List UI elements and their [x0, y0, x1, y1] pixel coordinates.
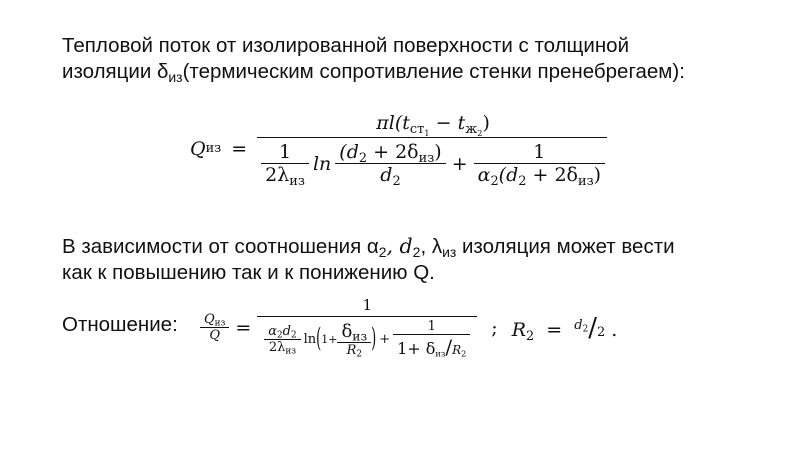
ratio-t2-fraction [393, 319, 470, 359]
formula1-num-sub2 [465, 122, 482, 137]
ratio-rhs-fraction [257, 296, 477, 359]
ratio-t1-num-sub: 2 [277, 330, 283, 341]
ratio-inner-fraction [337, 321, 371, 358]
ratio-t2-den-slash: / [445, 335, 453, 359]
ratio-t1-num-alpha: α [268, 323, 278, 339]
ratio-t1-fraction [264, 324, 300, 355]
ratio-t1-num-d: d [282, 323, 291, 339]
r2-sub: 2 [526, 328, 535, 344]
r2-num-d: d [574, 318, 583, 333]
formula1-num-a: πl(t [376, 112, 410, 134]
formula1-den-c-den-rest: (d [498, 164, 519, 186]
formula1-den-frac-a [261, 141, 309, 189]
formula1-den-b-num-rest: + 2δ [367, 141, 419, 163]
middle-line-2: как к повышению так и к понижению Q. [62, 261, 435, 284]
r2-definition [512, 313, 618, 343]
ratio-lhs-den-text: Q [209, 328, 221, 343]
ratio-one-plus: 1+ [321, 332, 338, 346]
ratio-t1-den [265, 340, 300, 355]
r2-symbol: R [511, 318, 527, 341]
r2-num-sub: 2 [582, 324, 589, 335]
ratio-inner-num [337, 321, 371, 342]
formula1-den-b-num-sub2: из [418, 150, 435, 166]
formula1-lhs: Q [190, 138, 206, 160]
ratio-rhs-den [260, 317, 474, 359]
intro-line-2-prefix: изоляции δ [62, 60, 169, 83]
formula1-num-sub1-index: 1 [424, 127, 430, 138]
formula1-den-frac-b [335, 141, 445, 189]
intro-line-2-sub: из [168, 69, 183, 86]
middle-line-1-prefix: В зависимости от соотношения α [62, 235, 379, 258]
middle-line-1-mid1: , d [386, 234, 413, 258]
ratio-lhs-fraction [200, 312, 229, 343]
middle-line-1-mid2: , λ [420, 235, 443, 258]
heat-flow-formula: Q из = $\pi l(t_{ст_1} - t_{ж_2})$ $\frac{1}{2\lambda_{из}}$ ln $\frac{(d_2 + 2\delta_{из})}{d_2}$ + $\frac{1}{\alpha_2(d_2 + 2\delta_{из})}$ [190, 112, 609, 186]
intro-paragraph [62, 33, 685, 85]
ratio-inner-den [343, 343, 366, 358]
ratio-t1-den-sub: из [285, 346, 297, 357]
formula1-den-b-num-close: ) [434, 141, 442, 163]
ratio-semicolon: ; [491, 316, 498, 339]
ratio-t1-num [264, 324, 300, 339]
formula1-den-c-den-rest2: + 2δ [526, 164, 578, 186]
ratio-formula [200, 296, 617, 359]
formula1-den-c-den-close: ) [593, 164, 602, 186]
formula1-den-b-num-sub: 2 [358, 150, 368, 166]
middle-paragraph [62, 233, 675, 286]
r2-slash: / [588, 312, 597, 343]
middle-line-1-suffix: изоляция может вести [456, 235, 675, 258]
formula1-den-c-den [474, 164, 605, 189]
formula1-num-mid: − t [429, 112, 466, 134]
ratio-inner-num-delta: δ [341, 320, 353, 342]
ratio-inner-den-sub: 2 [356, 349, 362, 360]
ratio-t2-den-sub: из [435, 348, 446, 359]
formula1-den-b-den [376, 164, 404, 189]
ratio-lhs-num [200, 312, 229, 327]
ratio-ln: ln [303, 331, 317, 347]
middle-line-1-sub2: 2 [412, 244, 421, 261]
intro-line-1: Тепловой поток от изолированной поверхности с толщиной [62, 34, 630, 57]
ratio-inner-num-sub: из [352, 329, 368, 344]
formula1-num-close: ) [482, 112, 490, 134]
formula1-den-c-den-sub: 2 [490, 173, 499, 189]
ratio-lhs-num-sub: из [214, 318, 226, 329]
formula1-main-fraction [257, 112, 609, 189]
ratio-open-paren: ( [316, 324, 322, 354]
formula1-den-c-num: 1 [533, 141, 546, 163]
ratio-t2-num: 1 [427, 319, 436, 334]
ratio-lhs-den [205, 328, 224, 343]
formula1-num-sub2-text: ж [465, 121, 478, 137]
ratio-rhs-num: 1 [362, 296, 373, 314]
formula1-den-c-den-alpha: α [477, 164, 491, 186]
formula1-den-a-den-sub: из [289, 173, 305, 189]
formula1-denominator [257, 138, 609, 189]
formula1-plus: + [451, 152, 468, 175]
intro-line-2-suffix: (термическим сопротивление стенки пренебрегаем): [182, 60, 685, 83]
formula1-den-c-den-sub3: из [578, 173, 594, 189]
ratio-t1-den-text: 2λ [268, 339, 286, 355]
formula1-num-sub1 [410, 122, 430, 137]
ratio-plus: + [379, 331, 391, 347]
r2-den: 2 [596, 324, 606, 340]
middle-line-1-sub3: из [442, 244, 457, 261]
formula1-den-c-den-sub2: 2 [518, 173, 527, 189]
formula1-num-sub1-text: ст [409, 121, 425, 137]
ratio-close-paren: ) [371, 324, 377, 354]
ratio-equals: = [235, 316, 252, 339]
formula1-num-sub2-index: 2 [477, 127, 483, 138]
formula1-den-a-den-text: 2λ [265, 164, 290, 186]
r2-equals: = [546, 318, 563, 341]
ratio-t2-den [393, 335, 470, 359]
formula1-numerator [372, 112, 494, 137]
ratio-t1-num-sub2: 2 [291, 330, 297, 341]
formula1-den-b-num [335, 141, 445, 166]
formula1-den-frac-c [474, 141, 605, 189]
ratio-t2-den-r: R [452, 343, 462, 357]
formula1-den-b-den-text: d [380, 164, 393, 186]
formula1-den-b-den-sub: 2 [392, 173, 401, 189]
formula1-equals: = [231, 138, 248, 160]
middle-line-1 [62, 233, 675, 260]
ratio-t2-den-prefix: 1+ δ [397, 339, 436, 358]
formula1-den-b-num-a: (d [339, 141, 359, 163]
formula1-ln: ln [312, 152, 332, 175]
formula1-den-a-den [261, 164, 309, 189]
intro-line-2 [62, 59, 685, 85]
ratio-label: Отношение: [62, 313, 178, 336]
ratio-lhs-num-text: Q [204, 312, 215, 327]
r2-period: . [611, 318, 618, 341]
formula1-den-a-num: 1 [279, 141, 292, 163]
middle-line-1-sub1: 2 [378, 244, 387, 261]
r2-num [574, 318, 588, 333]
ratio-t2-den-r-sub: 2 [461, 348, 467, 359]
ratio-inner-den-r: R [346, 342, 357, 358]
